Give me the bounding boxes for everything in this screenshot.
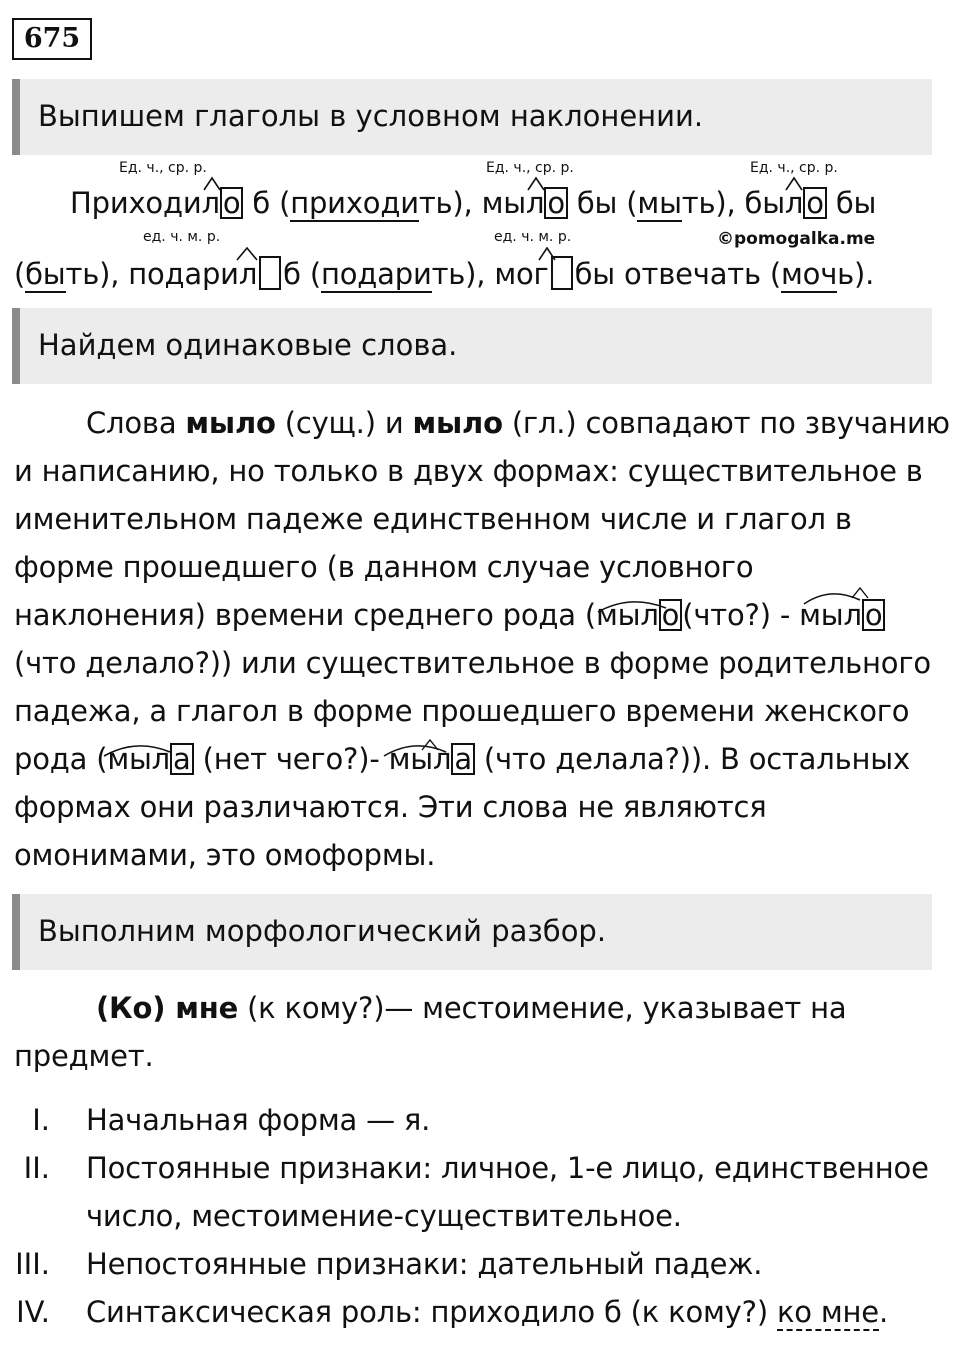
- paragraph-line: именительном падеже единственном числе и глагол в: [14, 502, 852, 536]
- grammar-note: Ед. ч., ср. р.: [486, 160, 574, 176]
- ending-box: о: [220, 187, 244, 219]
- list-item: Начальная форма — я.: [86, 1103, 431, 1137]
- empty-ending-box: [551, 256, 573, 290]
- empty-ending-box: [259, 256, 281, 290]
- ending-box: о: [803, 187, 827, 219]
- paragraph-line: омонимами, это омоформы.: [14, 838, 436, 872]
- paragraph-line: формах они различаются. Эти слова не являются: [14, 790, 767, 824]
- list-number: I.: [32, 1103, 50, 1137]
- grammar-note: ед. ч. м. р.: [143, 229, 221, 245]
- list-item: Постоянные признаки: личное, 1-е лицо, единственное: [86, 1151, 929, 1185]
- list-number: III.: [15, 1247, 50, 1281]
- section-heading-2: [12, 308, 932, 384]
- paragraph-line: падежа, а глагол в форме прошедшего времени женского: [14, 694, 910, 728]
- ending-box: о: [659, 599, 683, 631]
- list-number: II.: [23, 1151, 50, 1185]
- list-item: Синтаксическая роль: приходило б (к кому?) ко мне.: [86, 1295, 888, 1329]
- ending-box: о: [544, 187, 568, 219]
- list-item: Непостоянные признаки: дательный падеж.: [86, 1247, 763, 1281]
- ending-box: а: [451, 743, 475, 775]
- paragraph-line: форме прошедшего (в данном случае условного: [14, 550, 754, 584]
- section-heading-3: [12, 894, 932, 970]
- analysis-intro-line-2: предмет.: [14, 1039, 154, 1073]
- grammar-note: Ед. ч., ср. р.: [750, 160, 838, 176]
- watermark: ©pomogalka.me: [717, 229, 876, 249]
- task-number: 675: [12, 18, 92, 60]
- paragraph-line: наклонения) времени среднего рода (мыл о (что?) - мыл о: [14, 598, 885, 632]
- paragraph-line: рода (мыл а (нет чего?)- мыл а (что делала?)). В остальных: [14, 742, 910, 776]
- list-item-continuation: число, местоимение-существительное.: [86, 1199, 682, 1233]
- verbs-line-1: Приходил о б (приходить), мыл о бы (мыть), был о бы: [70, 186, 877, 220]
- section-heading-text: Выполним морфологический разбор.: [38, 914, 607, 948]
- ending-box: о: [862, 599, 886, 631]
- paragraph-line: Слова мыло (сущ.) и мыло (гл.) совпадают по звучанию: [86, 406, 950, 440]
- grammar-note: ед. ч. м. р.: [494, 229, 572, 245]
- analysis-intro: (Ко) мне (к кому?)— местоимение, указывает на: [96, 991, 847, 1025]
- section-heading-text: Найдем одинаковые слова.: [38, 328, 458, 362]
- object-underline: ко мне: [776, 1295, 879, 1329]
- verbs-line-2: (быть), подарил б (подарить), мог бы отвечать (мочь).: [14, 257, 875, 291]
- grammar-note: Ед. ч., ср. р.: [119, 160, 207, 176]
- paragraph-line: (что делало?)) или существительное в форме родительного: [14, 646, 931, 680]
- section-heading-text: Выпишем глаголы в условном наклонении.: [38, 99, 704, 133]
- paragraph-line: и написанию, но только в двух формах: существительное в: [14, 454, 923, 488]
- list-number: IV.: [16, 1295, 50, 1329]
- ending-box: а: [170, 743, 194, 775]
